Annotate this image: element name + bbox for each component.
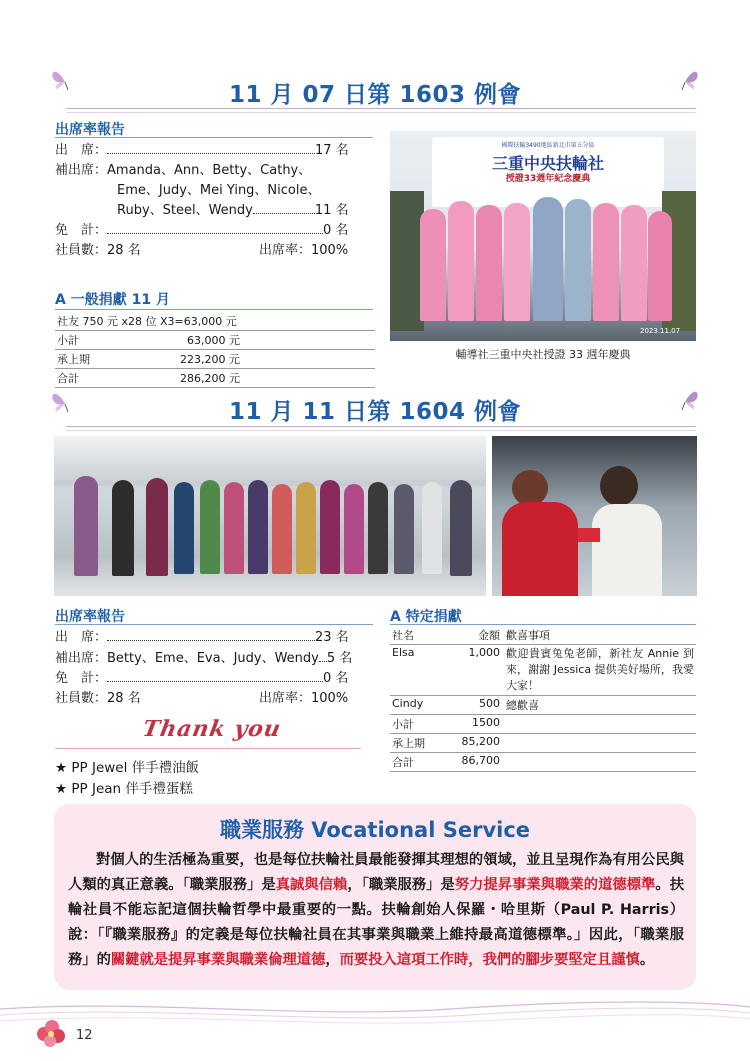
excused-row — [55, 669, 348, 689]
person — [368, 482, 388, 574]
person — [174, 482, 194, 574]
person — [394, 484, 414, 574]
members-count: 社員數：28 名 — [55, 243, 141, 258]
makeup-names-1: Amanda、Ann、Betty、Cathy、 — [107, 163, 312, 178]
person — [112, 480, 134, 576]
person — [533, 197, 563, 321]
flower-icon — [30, 1014, 74, 1054]
dot-leader — [107, 223, 323, 234]
person — [420, 209, 446, 321]
page-number: 12 — [76, 1028, 93, 1043]
vocational-highlight: 真誠與信賴 — [275, 877, 348, 893]
vocational-text: 對個人的生活極為重要，也是每位扶輪社員最能發揮其理想的領域，並且呈現作為有用公民與人類的真正意義。「職業服務」是 — [68, 852, 684, 893]
donor-name: Elsa — [390, 645, 452, 696]
attended-label: 出 席： — [55, 143, 108, 158]
donation-heading: A 一般捐獻 11 月 — [55, 292, 170, 308]
person — [448, 201, 474, 321]
divider — [55, 624, 373, 625]
meeting-1-title: 11 月 07 日第 1603 例會 — [228, 82, 522, 108]
makeup-names-2: Eme、Judy、Mei Ying、Nicole、 — [117, 183, 321, 198]
person — [272, 484, 292, 574]
portrait-photo — [492, 436, 697, 596]
person — [621, 205, 647, 321]
donation-cell: 63,000 元 — [159, 331, 375, 350]
person — [422, 482, 442, 574]
members-count: 社員數：28 名 — [55, 691, 141, 706]
person — [200, 480, 220, 574]
excused-value: 0 名 — [323, 223, 349, 238]
makeup-value: 11 名 — [314, 203, 349, 218]
donation-amount: 85,200 — [452, 734, 502, 753]
person — [565, 199, 591, 321]
dot-leader — [107, 671, 323, 682]
table-row — [390, 696, 696, 715]
donation-cell: 小計 — [55, 331, 159, 350]
excused-value: 0 名 — [323, 671, 349, 686]
vocational-text: 。扶輪社員不能忘記這個扶輪哲學中最重要的一點。扶輪創始人保羅・哈里斯（Paul P. Harris）說：「『職業服務』的定義是每位扶輪社員在其事業與職業上維持最高道德標準。」因此，「職業服務」的 — [68, 877, 685, 968]
attended-value: 23 名 — [315, 630, 349, 645]
excused-label: 免 計： — [55, 223, 108, 238]
donation-amount: 1,000 — [452, 645, 502, 696]
donor-name: 合計 — [390, 753, 452, 772]
makeup-label: 補出席： — [55, 651, 108, 666]
hair — [600, 466, 638, 506]
hair — [512, 470, 548, 506]
attended-value: 17 名 — [315, 143, 349, 158]
attendance-rate: 出席率：100% — [259, 691, 349, 706]
attended-label: 出 席： — [55, 630, 108, 645]
person — [248, 480, 268, 574]
donation-note — [502, 753, 696, 772]
vocational-text: ， — [325, 952, 340, 968]
vocational-highlight: 關鍵就是提昇事業與職業倫理道德 — [110, 952, 326, 968]
divider — [390, 624, 696, 625]
group-photo — [390, 131, 696, 341]
banner-brand: 三重中央扶輪社 — [491, 154, 604, 173]
excused-row — [55, 221, 348, 241]
vocational-body — [68, 848, 684, 973]
donation-table — [55, 312, 375, 388]
donor-name: 小計 — [390, 715, 452, 734]
photo-caption: 輔導社三重中央社授證 33 週年慶典 — [455, 348, 631, 361]
title-rule — [66, 108, 696, 109]
gift-item: ★ PP Jewel 伴手禮油飯 — [55, 760, 200, 776]
title-rule — [66, 426, 696, 427]
makeup-names-3: Ruby、Steel、Wendy — [117, 203, 253, 218]
divider — [55, 748, 361, 749]
attendance-rate: 出席率：100% — [259, 243, 349, 258]
thank-you-script: Thank you — [140, 716, 284, 742]
person — [74, 476, 98, 576]
dot-leader — [253, 203, 315, 214]
table-row — [390, 734, 696, 753]
column-header: 金額 — [452, 626, 502, 645]
footer-wave — [0, 995, 750, 1035]
donation-cell: 286,200 元 — [159, 369, 375, 388]
table-row — [55, 331, 375, 350]
person — [224, 482, 244, 574]
donation-note: 歡迎貴賓兔兔老師，新社友 Annie 到來，謝謝 Jessica 提供美好場所，我愛大家！ — [502, 645, 696, 696]
person — [296, 482, 316, 574]
person — [146, 478, 168, 576]
person — [450, 480, 472, 576]
makeup-value: 5 名 — [326, 651, 353, 666]
table-row — [390, 645, 696, 696]
column-header: 歡喜事項 — [502, 626, 696, 645]
title-rule — [66, 430, 696, 431]
makeup-row — [55, 161, 311, 181]
makeup-label: 補出席： — [55, 163, 108, 178]
divider — [55, 309, 373, 310]
table-row — [390, 715, 696, 734]
dot-leader — [107, 143, 315, 154]
donation-amount: 86,700 — [452, 753, 502, 772]
person — [593, 203, 619, 321]
vocational-highlight: 而要投入這項工作時，我們的腳步要堅定且謹慎 — [339, 952, 640, 968]
person — [592, 504, 662, 596]
donation-cell: 承上期 — [55, 350, 159, 369]
donation-amount: 1500 — [452, 715, 502, 734]
column-header: 社名 — [390, 626, 452, 645]
person — [648, 211, 672, 321]
table-row — [55, 350, 375, 369]
dot-leader — [107, 630, 315, 641]
donation-amount: 500 — [452, 696, 502, 715]
table-row — [55, 369, 375, 388]
person — [502, 502, 578, 596]
meeting-2-title: 11 月 11 日第 1604 例會 — [228, 399, 522, 425]
dot-leader — [319, 651, 327, 662]
ceiling — [54, 436, 486, 486]
party-photo — [54, 436, 486, 596]
donation-cell: 223,200 元 — [159, 350, 375, 369]
attended-row — [55, 141, 349, 161]
donor-name: Cindy — [390, 696, 452, 715]
divider — [55, 137, 373, 138]
donation-note — [502, 734, 696, 753]
attended-row — [55, 628, 349, 648]
person — [476, 205, 502, 321]
donation-cell: 社友 750 元 x28 位 X3=63,000 元 — [55, 312, 375, 331]
donation-cell: 合計 — [55, 369, 159, 388]
excused-label: 免 計： — [55, 671, 108, 686]
red-envelope — [578, 528, 600, 542]
donation-note — [502, 715, 696, 734]
title-rule — [66, 112, 696, 113]
attendance-heading: 出席率報告 — [55, 122, 125, 138]
gift-item: ★ PP Jean 伴手禮蛋糕 — [55, 781, 193, 797]
table-row — [390, 753, 696, 772]
vocational-text: ，「職業服務」是 — [347, 877, 455, 893]
vocational-title: 職業服務 Vocational Service — [219, 818, 531, 842]
person — [504, 203, 530, 321]
donation-note: 總歡喜 — [502, 696, 696, 715]
table-row — [55, 312, 375, 331]
person — [320, 480, 340, 574]
table-row — [390, 626, 696, 645]
special-donation-heading: A 特定捐獻 — [390, 609, 462, 625]
makeup-names: Betty、Eme、Eva、Judy、Wendy — [107, 651, 319, 666]
makeup-row — [55, 649, 352, 669]
special-donation-table — [390, 626, 696, 772]
vocational-text: 。 — [639, 952, 655, 968]
banner-line-1: 國際扶輪3490地區新北市第五分區 — [501, 142, 595, 149]
photo-date-stamp: 2023.11.07 — [640, 327, 681, 335]
plant — [390, 191, 424, 331]
makeup-row-3 — [117, 201, 349, 221]
vocational-highlight: 努力提昇事業與職業的道德標準 — [454, 877, 656, 893]
banner-line-2: 授證33週年紀念慶典 — [505, 174, 591, 184]
donor-name: 承上期 — [390, 734, 452, 753]
attendance-heading: 出席率報告 — [55, 609, 125, 625]
person — [344, 484, 364, 574]
